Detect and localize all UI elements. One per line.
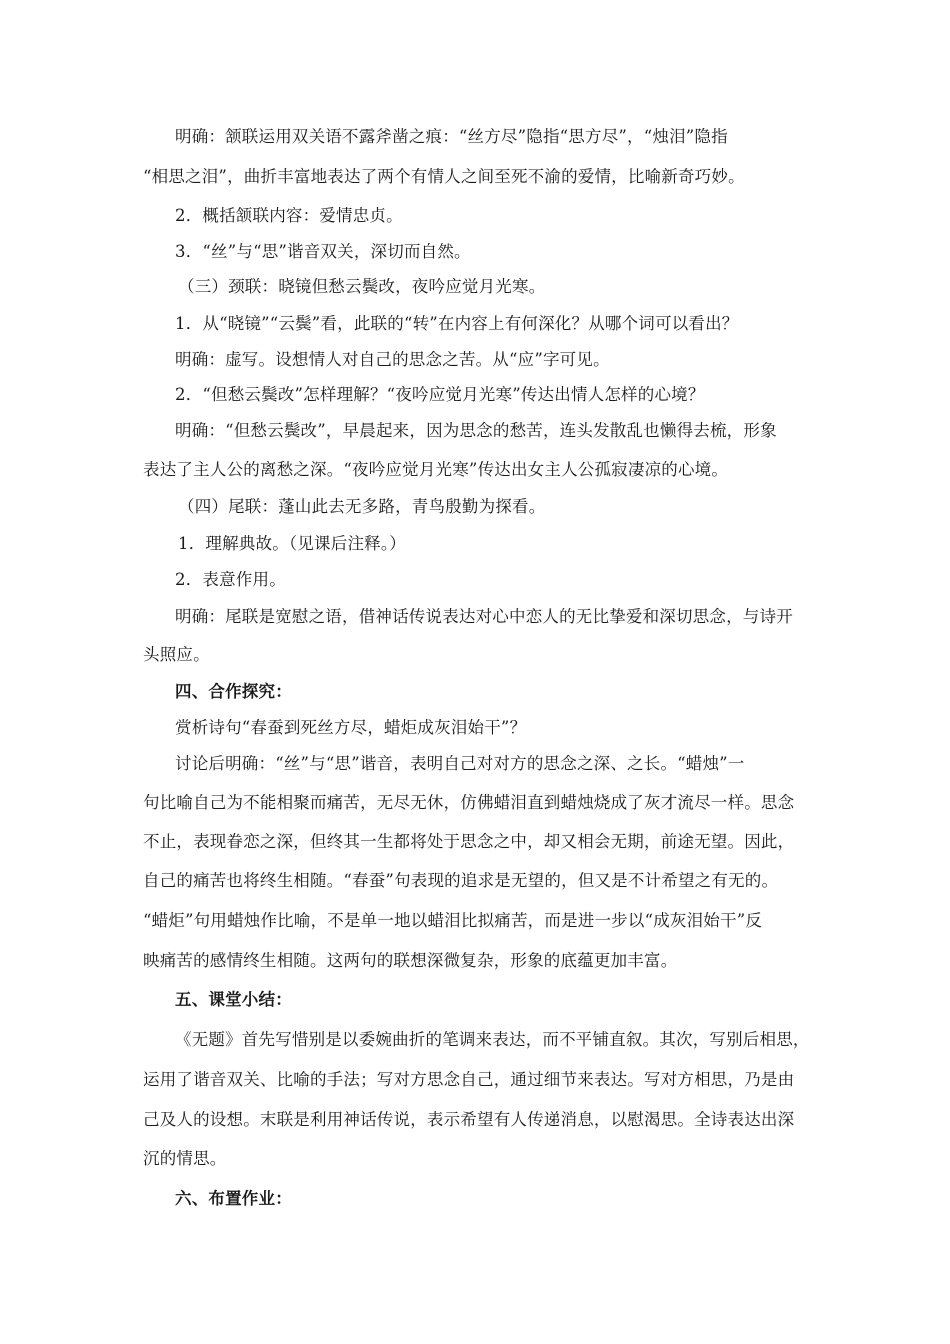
list-item: 2．概括颔联内容：爱情忠贞。 [175,206,403,225]
paragraph-line: 不止，表现眷恋之深，但终其一生都将处于思念之中，却又相会无期，前途无望。因此， [143,832,795,851]
paragraph-line: 映痛苦的感情终生相随。这两句的联想深微复杂，形象的底蕴更加丰富。 [143,951,678,970]
paragraph-line: 明确：虚写。设想情人对自己的思念之苦。从“应”字可见。 [175,350,610,369]
list-item: 1．理解典故。（见课后注释。） [178,534,406,553]
section-heading: 六、布置作业： [175,1189,292,1208]
paragraph-line: 表达了主人公的离愁之深。“夜吟应觉月光寒”传达出女主人公孤寂凄凉的心境。 [143,460,729,479]
paragraph-line: 句比喻自己为不能相聚而痛苦，无尽无休，仿佛蜡泪直到蜡烛烧成了灰才流尽一样。思念 [143,793,795,812]
paragraph-line: 头照应。 [143,645,210,664]
section-subheading: （四）尾联：蓬山此去无多路，青鸟殷勤为探看。 [178,497,546,516]
paragraph-line: 明确：颔联运用双关语不露斧凿之痕：“丝方尽”隐指“思方尽”，“烛泪”隐指 [175,127,728,146]
paragraph-line: 《无题》首先写惜别是以委婉曲折的笔调来表达，而不平铺直叙。其次，写别后相思， [175,1030,810,1049]
paragraph-line: 明确：尾联是宽慰之语，借神话传说表达对心中恋人的无比挚爱和深切思念，与诗开 [175,607,793,626]
paragraph-line: 沉的情思。 [143,1149,227,1168]
section-subheading: （三）颈联：晓镜但愁云鬓改，夜吟应觉月光寒。 [178,277,546,296]
section-heading: 四、合作探究： [175,682,292,701]
list-item: 1．从“晓镜”“云鬓”看，此联的“转”在内容上有何深化？从哪个词可以看出？ [175,314,739,333]
section-heading: 五、课堂小结： [175,990,292,1009]
paragraph-line: “相思之泪”，曲折丰富地表达了两个有情人之间至死不渝的爱情，比喻新奇巧妙。 [143,167,745,186]
list-item: 2．表意作用。 [175,570,286,589]
list-item: 2．“但愁云鬓改”怎样理解？“夜吟应觉月光寒”传达出情人怎样的心境？ [175,385,705,404]
paragraph-line: 明确：“但愁云鬓改”，早晨起来，因为思念的愁苦，连头发散乱也懒得去梳，形象 [175,421,777,440]
paragraph-line: 己及人的设想。末联是利用神话传说，表示希望有人传递消息，以慰渴思。全诗表达出深 [143,1110,795,1129]
paragraph-line: “蜡炬”句用蜡烛作比喻，不是单一地以蜡泪比拟痛苦，而是进一步以“成灰泪始干”反 [143,911,763,930]
paragraph-line: 赏析诗句“春蚕到死丝方尽，蜡炬成灰泪始干”？ [175,718,527,737]
list-item: 3．“丝”与“思”谐音双关，深切而自然。 [175,242,471,261]
paragraph-line: 讨论后明确：“丝”与“思”谐音，表明自己对对方的思念之深、之长。“蜡烛”一 [175,754,745,773]
paragraph-line: 自己的痛苦也将终生相随。“春蚕”句表现的追求是无望的，但又是不计希望之有无的。 [143,871,779,890]
paragraph-line: 运用了谐音双关、比喻的手法；写对方思念自己，通过细节来表达。写对方相思，乃是由 [143,1070,795,1089]
